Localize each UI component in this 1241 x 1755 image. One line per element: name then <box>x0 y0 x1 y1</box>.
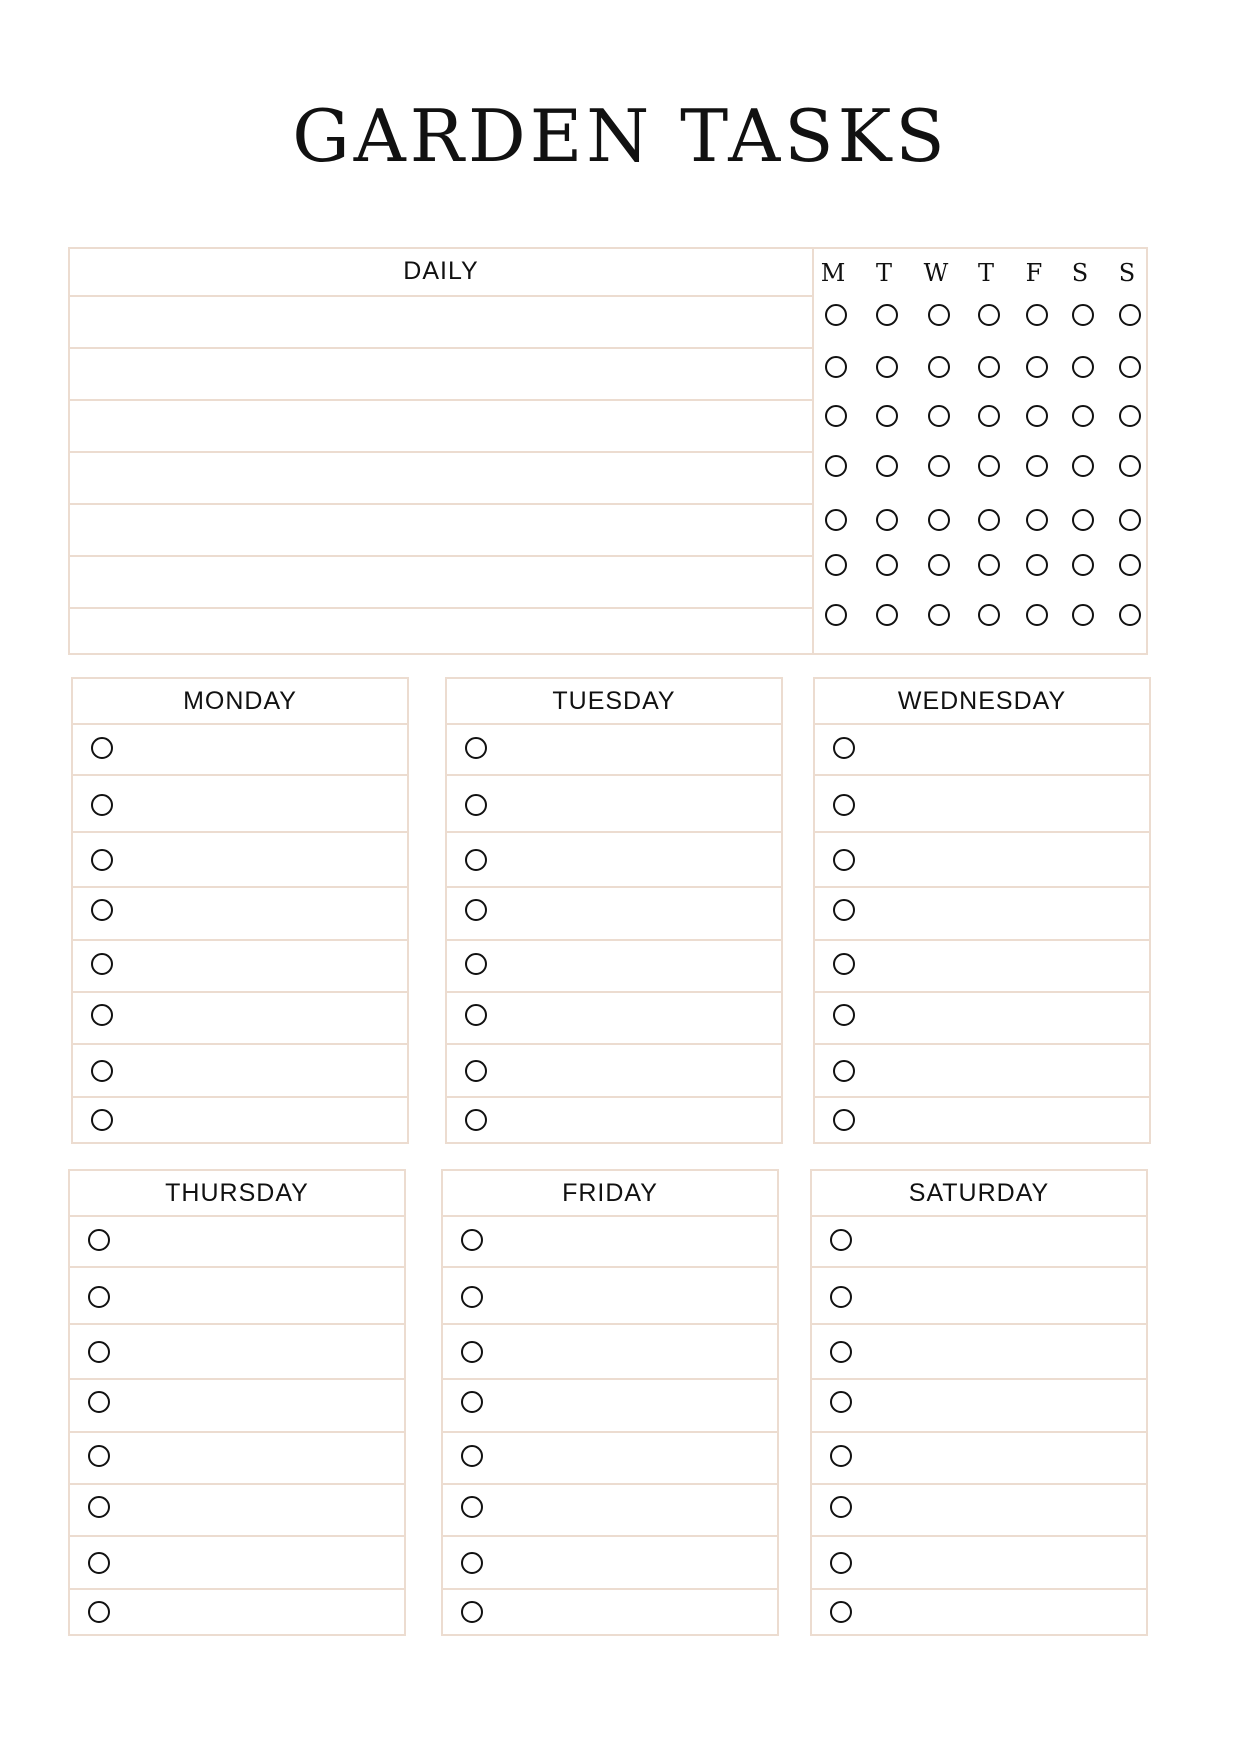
task-line <box>447 774 781 776</box>
task-line <box>443 1266 777 1268</box>
daily-check-circle[interactable] <box>1072 356 1094 378</box>
daily-check-circle[interactable] <box>1026 604 1048 626</box>
task-line <box>812 1266 1146 1268</box>
daily-check-circle[interactable] <box>876 455 898 477</box>
daily-check-circle[interactable] <box>928 509 950 531</box>
task-line <box>815 1096 1149 1098</box>
daily-check-circle[interactable] <box>928 554 950 576</box>
task-line <box>73 1096 407 1098</box>
task-line <box>815 831 1149 833</box>
task-check-circle[interactable] <box>833 849 855 871</box>
task-check-circle[interactable] <box>461 1286 483 1308</box>
task-check-circle[interactable] <box>91 737 113 759</box>
task-check-circle[interactable] <box>91 1004 113 1026</box>
day-letter-mon: M <box>820 259 846 287</box>
daily-line <box>70 555 812 557</box>
task-check-circle[interactable] <box>830 1445 852 1467</box>
friday-header: FRIDAY <box>443 1171 777 1217</box>
daily-check-circle[interactable] <box>1119 304 1141 326</box>
saturday-header: SATURDAY <box>812 1171 1146 1217</box>
daily-line <box>70 503 812 505</box>
task-check-circle[interactable] <box>830 1552 852 1574</box>
task-check-circle[interactable] <box>88 1341 110 1363</box>
task-check-circle[interactable] <box>461 1496 483 1518</box>
task-check-circle[interactable] <box>833 1109 855 1131</box>
task-check-circle[interactable] <box>88 1391 110 1413</box>
task-check-circle[interactable] <box>830 1341 852 1363</box>
daily-check-circle[interactable] <box>825 509 847 531</box>
daily-check-circle[interactable] <box>1119 356 1141 378</box>
daily-line <box>70 607 812 609</box>
task-check-circle[interactable] <box>91 794 113 816</box>
task-check-circle[interactable] <box>91 953 113 975</box>
task-line <box>70 1588 404 1590</box>
daily-check-circle[interactable] <box>825 455 847 477</box>
task-check-circle[interactable] <box>465 1004 487 1026</box>
wednesday-section <box>813 677 1151 1144</box>
daily-check-circle[interactable] <box>928 604 950 626</box>
daily-check-circle[interactable] <box>1026 356 1048 378</box>
daily-check-circle[interactable] <box>1072 304 1094 326</box>
task-check-circle[interactable] <box>830 1229 852 1251</box>
task-check-circle[interactable] <box>88 1552 110 1574</box>
day-letter-sat: S <box>1071 259 1089 287</box>
task-check-circle[interactable] <box>465 737 487 759</box>
daily-check-circle[interactable] <box>978 554 1000 576</box>
task-check-circle[interactable] <box>833 794 855 816</box>
task-check-circle[interactable] <box>833 899 855 921</box>
task-check-circle[interactable] <box>461 1601 483 1623</box>
task-check-circle[interactable] <box>830 1286 852 1308</box>
daily-check-circle[interactable] <box>876 304 898 326</box>
task-line <box>73 939 407 941</box>
task-line <box>815 774 1149 776</box>
task-line <box>812 1431 1146 1433</box>
daily-check-circle[interactable] <box>928 356 950 378</box>
daily-section <box>68 247 1148 655</box>
task-line <box>73 991 407 993</box>
task-check-circle[interactable] <box>91 899 113 921</box>
daily-check-circle[interactable] <box>928 405 950 427</box>
task-check-circle[interactable] <box>833 1060 855 1082</box>
monday-header: MONDAY <box>73 679 407 725</box>
day-letter-wed: W <box>923 259 949 287</box>
task-line <box>815 939 1149 941</box>
task-check-circle[interactable] <box>88 1601 110 1623</box>
task-line <box>73 1043 407 1045</box>
task-line <box>73 831 407 833</box>
daily-check-circle[interactable] <box>1072 554 1094 576</box>
task-check-circle[interactable] <box>88 1286 110 1308</box>
daily-check-circle[interactable] <box>876 405 898 427</box>
task-line <box>70 1378 404 1380</box>
task-line <box>812 1588 1146 1590</box>
task-check-circle[interactable] <box>461 1552 483 1574</box>
daily-check-circle[interactable] <box>978 356 1000 378</box>
task-check-circle[interactable] <box>833 953 855 975</box>
task-check-circle[interactable] <box>88 1445 110 1467</box>
task-line <box>447 1096 781 1098</box>
task-line <box>73 774 407 776</box>
task-check-circle[interactable] <box>461 1341 483 1363</box>
task-line <box>443 1483 777 1485</box>
task-line <box>447 831 781 833</box>
task-check-circle[interactable] <box>465 953 487 975</box>
daily-check-circle[interactable] <box>825 356 847 378</box>
page-title: GARDEN TASKS <box>292 94 949 178</box>
task-line <box>815 1043 1149 1045</box>
day-letter-tue: T <box>875 259 892 287</box>
task-line <box>73 886 407 888</box>
monday-section <box>71 677 409 1144</box>
task-line <box>812 1378 1146 1380</box>
daily-check-circle[interactable] <box>1026 405 1048 427</box>
task-line <box>443 1431 777 1433</box>
task-check-circle[interactable] <box>465 1060 487 1082</box>
daily-check-circle[interactable] <box>1072 509 1094 531</box>
task-line <box>447 1043 781 1045</box>
daily-check-circle[interactable] <box>1072 604 1094 626</box>
daily-check-circle[interactable] <box>825 604 847 626</box>
task-line <box>443 1378 777 1380</box>
task-line <box>447 886 781 888</box>
task-line <box>70 1323 404 1325</box>
task-line <box>70 1431 404 1433</box>
task-line <box>443 1535 777 1537</box>
task-line <box>443 1323 777 1325</box>
daily-check-circle[interactable] <box>1119 509 1141 531</box>
daily-check-circle[interactable] <box>1119 554 1141 576</box>
daily-check-circle[interactable] <box>1026 455 1048 477</box>
task-line <box>70 1535 404 1537</box>
friday-section <box>441 1169 779 1636</box>
task-check-circle[interactable] <box>830 1391 852 1413</box>
daily-check-circle[interactable] <box>876 509 898 531</box>
daily-check-circle[interactable] <box>928 304 950 326</box>
wednesday-header: WEDNESDAY <box>815 679 1149 725</box>
daily-check-circle[interactable] <box>825 304 847 326</box>
daily-line <box>70 347 812 349</box>
task-check-circle[interactable] <box>91 1060 113 1082</box>
daily-tracker <box>814 249 1146 653</box>
daily-check-circle[interactable] <box>1119 604 1141 626</box>
day-letter-fri: F <box>1025 259 1043 287</box>
daily-header: DAILY <box>403 257 479 285</box>
task-line <box>812 1483 1146 1485</box>
task-check-circle[interactable] <box>88 1229 110 1251</box>
daily-check-circle[interactable] <box>1026 509 1048 531</box>
tuesday-section <box>445 677 783 1144</box>
task-check-circle[interactable] <box>88 1496 110 1518</box>
daily-check-circle[interactable] <box>1119 455 1141 477</box>
daily-check-circle[interactable] <box>1072 405 1094 427</box>
daily-check-circle[interactable] <box>876 356 898 378</box>
thursday-header: THURSDAY <box>70 1171 404 1217</box>
task-line <box>815 886 1149 888</box>
task-check-circle[interactable] <box>461 1229 483 1251</box>
daily-check-circle[interactable] <box>1072 455 1094 477</box>
daily-check-circle[interactable] <box>1026 304 1048 326</box>
daily-check-circle[interactable] <box>1119 405 1141 427</box>
daily-check-circle[interactable] <box>876 554 898 576</box>
task-check-circle[interactable] <box>830 1496 852 1518</box>
daily-check-circle[interactable] <box>978 604 1000 626</box>
task-line <box>70 1483 404 1485</box>
daily-check-circle[interactable] <box>978 304 1000 326</box>
task-line <box>447 939 781 941</box>
task-check-circle[interactable] <box>91 1109 113 1131</box>
daily-line <box>70 399 812 401</box>
daily-line <box>70 451 812 453</box>
task-line <box>447 991 781 993</box>
daily-check-circle[interactable] <box>825 554 847 576</box>
day-letter-thu: T <box>977 259 994 287</box>
daily-check-circle[interactable] <box>978 405 1000 427</box>
task-line <box>812 1535 1146 1537</box>
task-check-circle[interactable] <box>465 899 487 921</box>
saturday-section <box>810 1169 1148 1636</box>
daily-check-circle[interactable] <box>978 455 1000 477</box>
daily-task-column <box>70 249 814 653</box>
task-check-circle[interactable] <box>465 849 487 871</box>
daily-check-circle[interactable] <box>876 604 898 626</box>
daily-check-circle[interactable] <box>928 455 950 477</box>
task-check-circle[interactable] <box>461 1445 483 1467</box>
daily-check-circle[interactable] <box>825 405 847 427</box>
task-line <box>815 991 1149 993</box>
tuesday-header: TUESDAY <box>447 679 781 725</box>
task-check-circle[interactable] <box>833 737 855 759</box>
task-check-circle[interactable] <box>461 1391 483 1413</box>
task-line <box>70 1266 404 1268</box>
daily-check-circle[interactable] <box>1026 554 1048 576</box>
task-check-circle[interactable] <box>91 849 113 871</box>
task-line <box>812 1323 1146 1325</box>
task-check-circle[interactable] <box>465 1109 487 1131</box>
task-line <box>443 1588 777 1590</box>
day-letter-sun: S <box>1118 259 1136 287</box>
daily-check-circle[interactable] <box>978 509 1000 531</box>
task-check-circle[interactable] <box>830 1601 852 1623</box>
task-check-circle[interactable] <box>833 1004 855 1026</box>
daily-line <box>70 295 812 297</box>
task-check-circle[interactable] <box>465 794 487 816</box>
thursday-section <box>68 1169 406 1636</box>
